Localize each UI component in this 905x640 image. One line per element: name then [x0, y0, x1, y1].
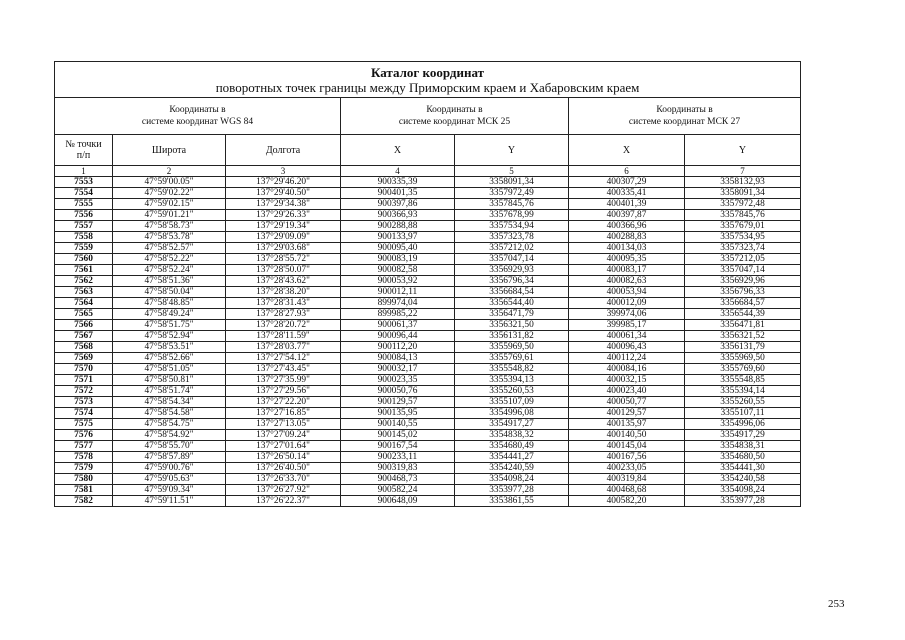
- msk25-x-cell: 900084,13: [341, 353, 455, 364]
- page-number: 253: [828, 598, 845, 610]
- msk27-y-cell: 3354838,31: [685, 441, 801, 452]
- table-row: [55, 463, 801, 474]
- column-number: 4: [341, 166, 455, 177]
- point-number-header-line2: п/п: [76, 150, 91, 161]
- column-number: 1: [55, 166, 113, 177]
- coordinate-system-group-row: [55, 98, 801, 135]
- column-number: 3: [226, 166, 341, 177]
- point-number-cell: 7565: [55, 309, 113, 320]
- point-number-cell: 7559: [55, 243, 113, 254]
- longitude-cell: 137°28'55.72": [226, 254, 341, 265]
- longitude-cell: 137°28'38.20": [226, 287, 341, 298]
- latitude-cell: 47°59'00.76": [113, 463, 226, 474]
- msk27-x-cell: 400082,63: [569, 276, 685, 287]
- msk27-y-cell: 3357323,74: [685, 243, 801, 254]
- msk25-x-cell: 900335,39: [341, 177, 455, 188]
- latitude-cell: 47°59'11.51": [113, 496, 226, 507]
- latitude-cell: 47°59'05.63": [113, 474, 226, 485]
- latitude-cell: 47°58'57.89": [113, 452, 226, 463]
- msk27-y-cell: 3357047,14: [685, 265, 801, 276]
- msk25-y-cell: 3354838,32: [455, 430, 569, 441]
- latitude-cell: 47°58'52.94": [113, 331, 226, 342]
- point-number-cell: 7562: [55, 276, 113, 287]
- table-row: [55, 243, 801, 254]
- point-number-cell: 7573: [55, 397, 113, 408]
- latitude-cell: 47°58'53.51": [113, 342, 226, 353]
- msk27-y-cell: 3355260,55: [685, 397, 801, 408]
- group-msk27-line1: Координаты в: [656, 105, 713, 115]
- msk27-y-cell: 3356929,96: [685, 276, 801, 287]
- catalog-title: Каталог координат: [371, 64, 485, 80]
- msk27-y-header: Y: [685, 135, 801, 166]
- latitude-cell: 47°58'48.85": [113, 298, 226, 309]
- msk25-y-cell: 3358091,34: [455, 177, 569, 188]
- msk25-y-cell: 3354996,08: [455, 408, 569, 419]
- msk27-y-cell: 3357679,01: [685, 221, 801, 232]
- msk25-y-cell: 3354441,27: [455, 452, 569, 463]
- latitude-cell: 47°58'52.66": [113, 353, 226, 364]
- longitude-cell: 137°27'54.12": [226, 353, 341, 364]
- msk25-y-cell: 3357323,78: [455, 232, 569, 243]
- table-row: [55, 254, 801, 265]
- longitude-cell: 137°29'34.38": [226, 199, 341, 210]
- msk27-y-cell: 3355394,14: [685, 386, 801, 397]
- column-header-row: [55, 135, 801, 166]
- msk25-y-cell: 3356131,82: [455, 331, 569, 342]
- point-number-cell: 7560: [55, 254, 113, 265]
- msk27-x-cell: 400061,34: [569, 331, 685, 342]
- msk25-y-cell: 3354098,24: [455, 474, 569, 485]
- msk27-x-cell: 400468,68: [569, 485, 685, 496]
- msk27-x-cell: 400401,39: [569, 199, 685, 210]
- longitude-cell: 137°27'01.64": [226, 441, 341, 452]
- msk27-y-cell: 3358132,93: [685, 177, 801, 188]
- latitude-cell: 47°58'58.73": [113, 221, 226, 232]
- table-row: [55, 287, 801, 298]
- msk25-y-cell: 3354240,59: [455, 463, 569, 474]
- latitude-cell: 47°58'51.36": [113, 276, 226, 287]
- point-number-cell: 7557: [55, 221, 113, 232]
- latitude-cell: 47°59'09.34": [113, 485, 226, 496]
- msk25-x-cell: 900582,24: [341, 485, 455, 496]
- msk25-y-cell: 3355769,61: [455, 353, 569, 364]
- msk27-x-cell: 400095,35: [569, 254, 685, 265]
- table-row: [55, 364, 801, 375]
- msk27-x-cell: 400319,84: [569, 474, 685, 485]
- table-row: [55, 386, 801, 397]
- msk25-x-cell: 899985,22: [341, 309, 455, 320]
- msk25-x-cell: 900012,11: [341, 287, 455, 298]
- latitude-cell: 47°58'51.74": [113, 386, 226, 397]
- msk27-y-cell: 3353977,28: [685, 496, 801, 507]
- latitude-cell: 47°58'50.04": [113, 287, 226, 298]
- msk25-y-cell: 3355260,53: [455, 386, 569, 397]
- msk25-x-cell: 900288,88: [341, 221, 455, 232]
- point-number-cell: 7567: [55, 331, 113, 342]
- msk27-x-cell: 400307,29: [569, 177, 685, 188]
- msk27-x-cell: 400145,04: [569, 441, 685, 452]
- msk27-y-cell: 3357845,76: [685, 210, 801, 221]
- msk27-x-cell: 400140,50: [569, 430, 685, 441]
- msk25-x-cell: 900167,54: [341, 441, 455, 452]
- column-number: 2: [113, 166, 226, 177]
- longitude-cell: 137°28'27.93": [226, 309, 341, 320]
- msk27-x-cell: 400397,87: [569, 210, 685, 221]
- coordinate-rows: [55, 177, 801, 507]
- msk25-x-cell: 900129,57: [341, 397, 455, 408]
- msk25-y-cell: 3355394,13: [455, 375, 569, 386]
- table-title-cell: [55, 62, 801, 98]
- msk27-x-cell: 400096,43: [569, 342, 685, 353]
- msk25-x-cell: 900135,95: [341, 408, 455, 419]
- point-number-cell: 7580: [55, 474, 113, 485]
- point-number-cell: 7572: [55, 386, 113, 397]
- latitude-cell: 47°58'52.57": [113, 243, 226, 254]
- longitude-cell: 137°26'50.14": [226, 452, 341, 463]
- msk25-x-cell: 900397,86: [341, 199, 455, 210]
- msk27-x-cell: 400129,57: [569, 408, 685, 419]
- msk25-x-cell: 900366,93: [341, 210, 455, 221]
- longitude-cell: 137°27'29.56": [226, 386, 341, 397]
- msk25-y-cell: 3356684,54: [455, 287, 569, 298]
- longitude-cell: 137°26'33.70": [226, 474, 341, 485]
- column-number: 7: [685, 166, 801, 177]
- msk27-x-cell: 400084,16: [569, 364, 685, 375]
- msk27-x-cell: 399974,06: [569, 309, 685, 320]
- msk27-y-cell: 3354917,29: [685, 430, 801, 441]
- longitude-cell: 137°29'19.34": [226, 221, 341, 232]
- point-number-cell: 7570: [55, 364, 113, 375]
- msk27-y-cell: 3357212,05: [685, 254, 801, 265]
- group-msk25: [341, 98, 569, 135]
- table-row: [55, 397, 801, 408]
- msk25-y-cell: 3356929,93: [455, 265, 569, 276]
- msk25-y-cell: 3354680,49: [455, 441, 569, 452]
- msk27-y-cell: 3355107,11: [685, 408, 801, 419]
- group-wgs84-line1: Координаты в: [169, 105, 226, 115]
- group-msk27: [569, 98, 801, 135]
- point-number-header-line1: № точки: [65, 139, 102, 150]
- msk27-y-cell: 3356796,33: [685, 287, 801, 298]
- table-row: [55, 199, 801, 210]
- table-row: [55, 375, 801, 386]
- msk25-y-cell: 3353977,28: [455, 485, 569, 496]
- point-number-cell: 7561: [55, 265, 113, 276]
- group-wgs84-line2: системе координат WGS 84: [141, 117, 254, 127]
- latitude-cell: 47°58'53.78": [113, 232, 226, 243]
- latitude-cell: 47°58'51.05": [113, 364, 226, 375]
- msk25-x-cell: 900401,35: [341, 188, 455, 199]
- longitude-cell: 137°28'11.59": [226, 331, 341, 342]
- msk27-y-cell: 3354680,50: [685, 452, 801, 463]
- longitude-cell: 137°27'09.24": [226, 430, 341, 441]
- msk25-y-cell: 3356796,34: [455, 276, 569, 287]
- msk27-y-cell: 3357534,95: [685, 232, 801, 243]
- latitude-cell: 47°58'52.24": [113, 265, 226, 276]
- longitude-cell: 137°29'46.20": [226, 177, 341, 188]
- table-row: [55, 496, 801, 507]
- latitude-cell: 47°58'55.70": [113, 441, 226, 452]
- point-number-cell: 7566: [55, 320, 113, 331]
- table-row: [55, 353, 801, 364]
- longitude-cell: 137°27'22.20": [226, 397, 341, 408]
- longitude-cell: 137°28'50.07": [226, 265, 341, 276]
- msk27-y-cell: 3354441,30: [685, 463, 801, 474]
- table-row: [55, 408, 801, 419]
- table-row: [55, 419, 801, 430]
- table-row: [55, 298, 801, 309]
- point-number-cell: 7576: [55, 430, 113, 441]
- msk25-x-cell: 900053,92: [341, 276, 455, 287]
- msk25-y-cell: 3355548,82: [455, 364, 569, 375]
- msk25-x-cell: 900468,73: [341, 474, 455, 485]
- msk25-x-cell: 900083,19: [341, 254, 455, 265]
- point-number-cell: 7578: [55, 452, 113, 463]
- point-number-cell: 7574: [55, 408, 113, 419]
- msk25-x-cell: 900050,76: [341, 386, 455, 397]
- point-number-cell: 7556: [55, 210, 113, 221]
- coordinate-catalog-table: [54, 61, 801, 507]
- msk25-x-cell: 900061,37: [341, 320, 455, 331]
- latitude-cell: 47°59'00.05": [113, 177, 226, 188]
- msk27-y-cell: 3354240,58: [685, 474, 801, 485]
- table-row: [55, 309, 801, 320]
- table-row: [55, 232, 801, 243]
- group-msk25-line2: системе координат МСК 25: [398, 117, 511, 127]
- table-row: [55, 177, 801, 188]
- msk25-y-cell: 3357212,02: [455, 243, 569, 254]
- msk27-x-cell: 400167,56: [569, 452, 685, 463]
- point-number-cell: 7579: [55, 463, 113, 474]
- point-number-cell: 7568: [55, 342, 113, 353]
- column-number: 6: [569, 166, 685, 177]
- longitude-cell: 137°28'03.77": [226, 342, 341, 353]
- longitude-cell: 137°26'22.37": [226, 496, 341, 507]
- msk27-y-cell: 3356544,39: [685, 309, 801, 320]
- latitude-cell: 47°58'49.24": [113, 309, 226, 320]
- msk27-y-cell: 3355969,50: [685, 353, 801, 364]
- msk25-y-cell: 3356471,79: [455, 309, 569, 320]
- msk27-x-header: X: [569, 135, 685, 166]
- msk25-x-cell: 900023,35: [341, 375, 455, 386]
- group-wgs84: [55, 98, 341, 135]
- point-number-cell: 7569: [55, 353, 113, 364]
- longitude-cell: 137°29'40.50": [226, 188, 341, 199]
- latitude-cell: 47°59'01.21": [113, 210, 226, 221]
- column-number-row: [55, 166, 801, 177]
- longitude-cell: 137°28'43.62": [226, 276, 341, 287]
- latitude-cell: 47°58'52.22": [113, 254, 226, 265]
- group-msk27-line2: системе координат МСК 27: [628, 117, 741, 127]
- point-number-cell: 7575: [55, 419, 113, 430]
- msk27-y-cell: 3355769,60: [685, 364, 801, 375]
- latitude-cell: 47°59'02.15": [113, 199, 226, 210]
- msk25-y-cell: 3356544,40: [455, 298, 569, 309]
- longitude-cell: 137°27'43.45": [226, 364, 341, 375]
- msk25-x-cell: 900095,40: [341, 243, 455, 254]
- msk25-y-cell: 3357845,76: [455, 199, 569, 210]
- msk25-y-cell: 3356321,50: [455, 320, 569, 331]
- msk27-x-cell: 399985,17: [569, 320, 685, 331]
- msk27-x-cell: 400366,96: [569, 221, 685, 232]
- msk27-y-cell: 3358091,34: [685, 188, 801, 199]
- column-number: 5: [455, 166, 569, 177]
- msk27-x-cell: 400335,41: [569, 188, 685, 199]
- table-row: [55, 485, 801, 496]
- table-row: [55, 441, 801, 452]
- latitude-cell: 47°58'54.75": [113, 419, 226, 430]
- table-row: [55, 331, 801, 342]
- msk25-y-cell: 3353861,55: [455, 496, 569, 507]
- msk27-x-cell: 400053,94: [569, 287, 685, 298]
- msk25-y-cell: 3354917,27: [455, 419, 569, 430]
- longitude-header: Долгота: [226, 135, 341, 166]
- group-msk25-line1: Координаты в: [426, 105, 483, 115]
- table-row: [55, 265, 801, 276]
- msk27-y-cell: 3354098,24: [685, 485, 801, 496]
- point-number-cell: 7582: [55, 496, 113, 507]
- msk25-x-cell: 900032,17: [341, 364, 455, 375]
- table-row: [55, 452, 801, 463]
- point-number-cell: 7577: [55, 441, 113, 452]
- longitude-cell: 137°28'20.72": [226, 320, 341, 331]
- msk25-y-cell: 3357678,99: [455, 210, 569, 221]
- latitude-header: Широта: [113, 135, 226, 166]
- msk27-x-cell: 400012,09: [569, 298, 685, 309]
- msk25-y-cell: 3355969,50: [455, 342, 569, 353]
- msk27-y-cell: 3356471,81: [685, 320, 801, 331]
- table-row: [55, 474, 801, 485]
- msk27-x-cell: 400134,03: [569, 243, 685, 254]
- msk27-x-cell: 400233,05: [569, 463, 685, 474]
- msk27-x-cell: 400032,15: [569, 375, 685, 386]
- point-number-cell: 7563: [55, 287, 113, 298]
- msk27-y-cell: 3355548,85: [685, 375, 801, 386]
- msk25-x-cell: 900096,44: [341, 331, 455, 342]
- msk25-x-cell: 900145,02: [341, 430, 455, 441]
- msk27-y-cell: 3356131,79: [685, 342, 801, 353]
- table-row: [55, 430, 801, 441]
- msk27-x-cell: 400023,40: [569, 386, 685, 397]
- longitude-cell: 137°26'27.92": [226, 485, 341, 496]
- longitude-cell: 137°27'16.85": [226, 408, 341, 419]
- msk25-x-cell: 900140,55: [341, 419, 455, 430]
- msk27-x-cell: 400135,97: [569, 419, 685, 430]
- point-number-cell: 7564: [55, 298, 113, 309]
- msk25-y-cell: 3355107,09: [455, 397, 569, 408]
- msk27-x-cell: 400288,83: [569, 232, 685, 243]
- latitude-cell: 47°58'54.34": [113, 397, 226, 408]
- latitude-cell: 47°58'54.92": [113, 430, 226, 441]
- latitude-cell: 47°58'50.81": [113, 375, 226, 386]
- msk25-y-cell: 3357047,14: [455, 254, 569, 265]
- table-title-row: [55, 62, 801, 98]
- point-number-cell: 7553: [55, 177, 113, 188]
- latitude-cell: 47°58'54.58": [113, 408, 226, 419]
- point-number-header: [55, 135, 113, 166]
- table-row: [55, 210, 801, 221]
- msk25-x-cell: 900648,09: [341, 496, 455, 507]
- longitude-cell: 137°29'26.33": [226, 210, 341, 221]
- msk27-y-cell: 3356684,57: [685, 298, 801, 309]
- table-row: [55, 221, 801, 232]
- point-number-cell: 7554: [55, 188, 113, 199]
- msk27-x-cell: 400582,20: [569, 496, 685, 507]
- longitude-cell: 137°26'40.50": [226, 463, 341, 474]
- msk25-x-cell: 900112,20: [341, 342, 455, 353]
- longitude-cell: 137°28'31.43": [226, 298, 341, 309]
- point-number-cell: 7571: [55, 375, 113, 386]
- latitude-cell: 47°59'02.22": [113, 188, 226, 199]
- msk27-y-cell: 3356321,52: [685, 331, 801, 342]
- msk27-x-cell: 400050,77: [569, 397, 685, 408]
- point-number-cell: 7581: [55, 485, 113, 496]
- longitude-cell: 137°29'03.68": [226, 243, 341, 254]
- msk25-x-cell: 900233,11: [341, 452, 455, 463]
- catalog-subtitle: поворотных точек границы между Приморским краем и Хабаровским краем: [215, 79, 640, 95]
- longitude-cell: 137°27'35.99": [226, 375, 341, 386]
- msk27-y-cell: 3354996,06: [685, 419, 801, 430]
- table-row: [55, 188, 801, 199]
- msk25-y-header: Y: [455, 135, 569, 166]
- msk25-x-cell: 900319,83: [341, 463, 455, 474]
- msk25-x-cell: 900082,58: [341, 265, 455, 276]
- msk25-y-cell: 3357972,49: [455, 188, 569, 199]
- msk25-x-header: X: [341, 135, 455, 166]
- latitude-cell: 47°58'51.75": [113, 320, 226, 331]
- point-number-cell: 7558: [55, 232, 113, 243]
- msk27-x-cell: 400083,17: [569, 265, 685, 276]
- table-row: [55, 342, 801, 353]
- longitude-cell: 137°29'09.09": [226, 232, 341, 243]
- msk27-x-cell: 400112,24: [569, 353, 685, 364]
- msk25-x-cell: 900133,97: [341, 232, 455, 243]
- msk25-y-cell: 3357534,94: [455, 221, 569, 232]
- table-row: [55, 276, 801, 287]
- table-row: [55, 320, 801, 331]
- msk25-x-cell: 899974,04: [341, 298, 455, 309]
- msk27-y-cell: 3357972,48: [685, 199, 801, 210]
- point-number-cell: 7555: [55, 199, 113, 210]
- longitude-cell: 137°27'13.05": [226, 419, 341, 430]
